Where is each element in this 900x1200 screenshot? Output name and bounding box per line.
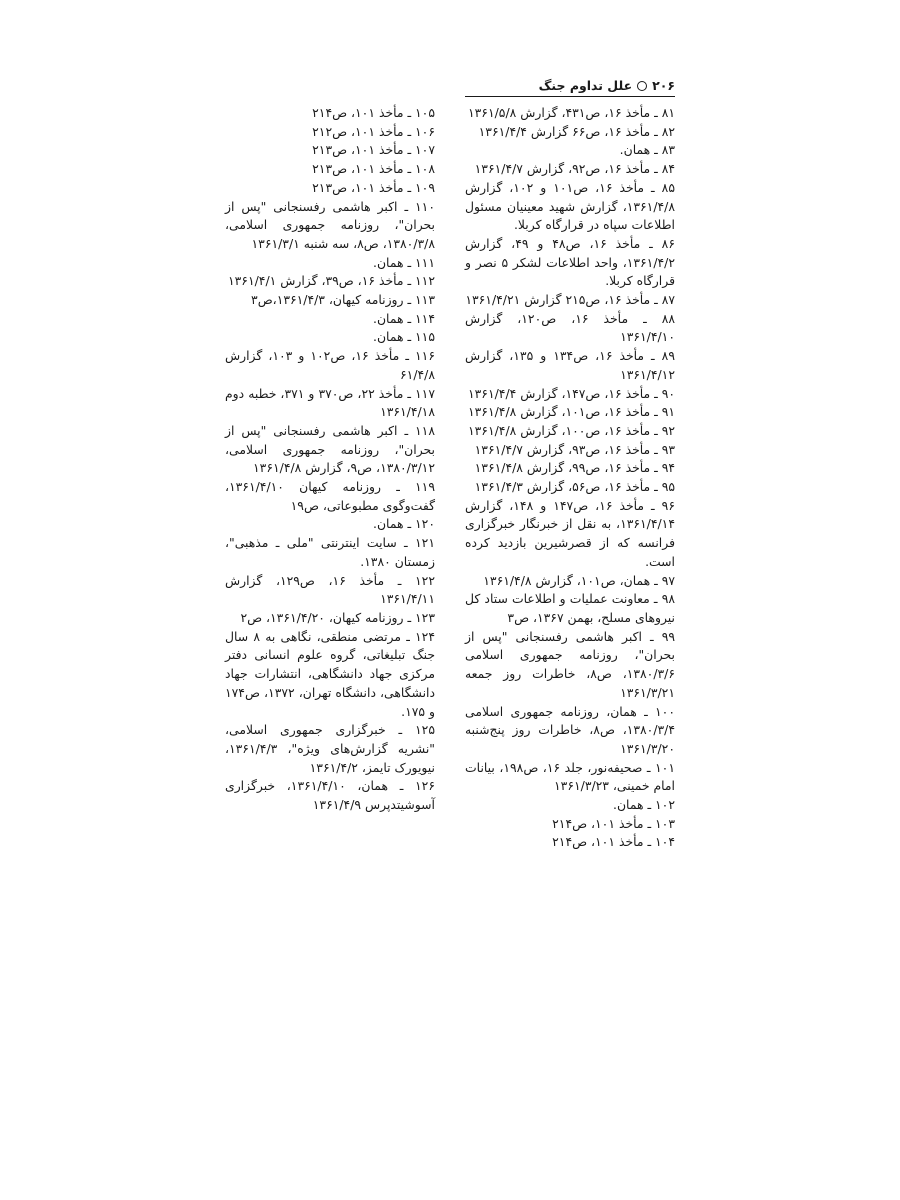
footnote-entry: ۹۶ ـ مأخذ ۱۶، ص۱۴۷ و ۱۴۸، گزارش ۱۳۶۱/۴/۱۴، به نقل از خبرنگار خبرگزاری فرانسه که از قصرشیرین بازدید کرده است. [465, 497, 675, 569]
footnote-entry: ۸۳ ـ همان. [619, 142, 675, 158]
footnote-entry: ۸۹ ـ مأخذ ۱۶، ص۱۳۴ و ۱۳۵، گزارش ۱۳۶۱/۴/۱۲ [465, 348, 675, 382]
footnote-entry: ۱۰۰ ـ همان، روزنامه جمهوری اسلامی ۱۳۸۰/۳/۴، ص۸، خاطرات روز پنج‌شنبه ۱۳۶۱/۳/۲۰ [465, 703, 675, 756]
running-header [465, 77, 675, 95]
footnote-entry: ۸۸ ـ مأخذ ۱۶، ص۱۲۰، گزارش ۱۳۶۱/۴/۱۰ [465, 310, 675, 345]
footnote-entry: ۱۱۹ ـ روزنامه کیهان ۱۳۶۱/۴/۱۰، گفت‌وگوی مطبوعاتی، ص۱۹ [225, 479, 435, 513]
footnote-entry: ۱۱۱ ـ همان. [373, 254, 435, 270]
notes-column-right [465, 104, 675, 852]
footnote-entry: ۹۸ ـ معاونت عملیات و اطلاعات ستاد کل نیروهای مسلح، بهمن ۱۳۶۷، ص۳ [465, 591, 675, 625]
footnote-entry: ۱۱۶ ـ مأخذ ۱۶، ص۱۰۲ و ۱۰۳، گزارش ۶۱/۴/۸ [225, 348, 435, 382]
footnote-entry: ۱۰۷ ـ مأخذ ۱۰۱، ص۲۱۳ [312, 142, 435, 158]
footnote-entry: ۱۱۲ ـ مأخذ ۱۶، ص۳۹، گزارش ۱۳۶۱/۴/۱ [228, 273, 435, 289]
footnote-entry: ۸۶ ـ مأخذ ۱۶، ص۴۸ و ۴۹، گزارش ۱۳۶۱/۴/۲، واحد اطلاعات لشکر ۵ نصر و قرارگاه کربلا. [465, 235, 675, 289]
footnote-entry: ۸۲ ـ مأخذ ۱۶، ص۶۶ گزارش ۱۳۶۱/۴/۴ [478, 123, 675, 139]
footnote-entry: ۱۱۵ ـ همان. [373, 329, 435, 345]
footnote-entry: ۱۰۸ ـ مأخذ ۱۰۱، ص۲۱۳ [312, 161, 435, 177]
footnote-entry: ۹۵ ـ مأخذ ۱۶، ص۵۶، گزارش ۱۳۶۱/۴/۳ [474, 479, 675, 495]
footnote-entry: ۸۷ ـ مأخذ ۱۶، ص۲۱۵ گزارش ۱۳۶۱/۴/۲۱ [465, 292, 675, 308]
footnote-entry: ۱۱۸ ـ اکبر هاشمی رفسنجانی "پس از بحران"، روزنامه جمهوری اسلامی، ۱۳۸۰/۳/۱۲، ص۹، گزارش ۱۳۶۱/۴/۸ [225, 422, 435, 476]
footnote-entry: ۱۰۲ ـ همان. [613, 797, 675, 813]
circle-separator-icon [637, 81, 647, 91]
footnote-entry: ۱۲۴ ـ مرتضی منطقی، نگاهی به ۸ سال جنگ تبلیغاتی، گروه علوم انسانی دفتر مرکزی جهاد دانشگاهی، انتشارات جهاد دانشگاهی، دانشگاه تهران، ۱۳۷۲، ص۱۷۴ و ۱۷۵. [225, 628, 435, 719]
footnote-entry: ۱۱۴ ـ همان. [373, 310, 435, 326]
footnote-entry: ۱۱۷ ـ مأخذ ۲۲، ص۳۷۰ و ۳۷۱، خطبه دوم ۱۳۶۱/۴/۱۸ [225, 385, 435, 420]
page-number: ۲۰۶ [652, 78, 675, 93]
footnote-entry: ۱۰۱ ـ صحیفه‌نور، جلد ۱۶، ص۱۹۸، بیانات امام خمینی، ۱۳۶۱/۳/۲۳ [465, 759, 675, 794]
footnote-entry: ۱۲۳ ـ روزنامه کیهان، ۱۳۶۱/۴/۲۰، ص۲ [240, 609, 435, 625]
footnote-entry: ۱۰۶ ـ مأخذ ۱۰۱، ص۲۱۲ [312, 123, 435, 139]
notes-column-left [225, 104, 435, 815]
footnote-entry: ۹۷ ـ همان، ص۱۰۱، گزارش ۱۳۶۱/۴/۸ [483, 572, 675, 588]
footnote-entry: ۹۴ ـ مأخذ ۱۶، ص۹۹، گزارش ۱۳۶۱/۴/۸ [474, 460, 675, 476]
footnote-entry: ۱۲۵ ـ خبرگزاری جمهوری اسلامی، "نشریه گزارش‌های ویژه"، ۱۳۶۱/۴/۳، نیویورک تایمز، ۱۳۶۱/۴/۲ [225, 722, 435, 775]
footnote-entry: ۹۳ ـ مأخذ ۱۶، ص۹۳، گزارش ۱۳۶۱/۴/۷ [474, 441, 675, 457]
footnote-entry: ۹۹ ـ اکبر هاشمی رفسنجانی "پس از بحران"، روزنامه جمهوری اسلامی ۱۳۸۰/۳/۶، ص۸، خاطرات روز جمعه ۱۳۶۱/۳/۲۱ [465, 628, 675, 700]
running-title: علل تداوم جنگ [538, 78, 633, 93]
footnote-entry: ۸۴ ـ مأخذ ۱۶، ص۹۲، گزارش ۱۳۶۱/۴/۷ [474, 161, 675, 177]
footnote-entry: ۱۲۶ ـ همان، ۱۳۶۱/۴/۱۰، خبرگزاری آسوشیتدپرس ۱۳۶۱/۴/۹ [225, 778, 435, 813]
footnote-entry: ۹۰ ـ مأخذ ۱۶، ص۱۴۷، گزارش ۱۳۶۱/۴/۴ [468, 385, 675, 401]
footnote-entry: ۱۱۳ ـ روزنامه کیهان، ۱۳۶۱/۴/۳،ص۳ [251, 292, 435, 308]
header-rule [465, 96, 675, 97]
footnote-entry: ۹۱ ـ مأخذ ۱۶، ص۱۰۱، گزارش ۱۳۶۱/۴/۸ [468, 404, 675, 420]
footnote-entry: ۱۲۲ ـ مأخذ ۱۶، ص۱۲۹، گزارش ۱۳۶۱/۴/۱۱ [225, 572, 435, 607]
footnote-entry: ۱۰۴ ـ مأخذ ۱۰۱، ص۲۱۴ [552, 834, 675, 850]
footnote-entry: ۸۱ ـ مأخذ ۱۶، ص۴۳۱، گزارش ۱۳۶۱/۵/۸ [468, 105, 675, 120]
footnote-entry: ۱۲۱ ـ سایت اینترنتی "ملی ـ مذهبی"، زمستان ۱۳۸۰. [225, 535, 435, 569]
footnote-entry: ۱۲۰ ـ همان. [373, 516, 435, 532]
footnote-entry: ۱۰۳ ـ مأخذ ۱۰۱، ص۲۱۴ [552, 815, 675, 831]
footnote-entry: ۸۵ ـ مأخذ ۱۶، ص۱۰۱ و ۱۰۲، گزارش ۱۳۶۱/۴/۸، گزارش شهید معینیان مسئول اطلاعات سپاه در قرارگاه کربلا. [465, 179, 675, 233]
footnote-entry: ۱۱۰ ـ اکبر هاشمی رفسنجانی "پس از بحران"، روزنامه جمهوری اسلامی، ۱۳۸۰/۳/۸، ص۸، سه شنبه ۱۳۶۱/۳/۱ [225, 198, 435, 251]
footnote-entry: ۱۰۹ ـ مأخذ ۱۰۱، ص۲۱۳ [312, 179, 435, 195]
footnote-entry: ۱۰۵ ـ مأخذ ۱۰۱، ص۲۱۴ [312, 105, 435, 120]
footnote-entry: ۹۲ ـ مأخذ ۱۶، ص۱۰۰، گزارش ۱۳۶۱/۴/۸ [468, 422, 675, 438]
